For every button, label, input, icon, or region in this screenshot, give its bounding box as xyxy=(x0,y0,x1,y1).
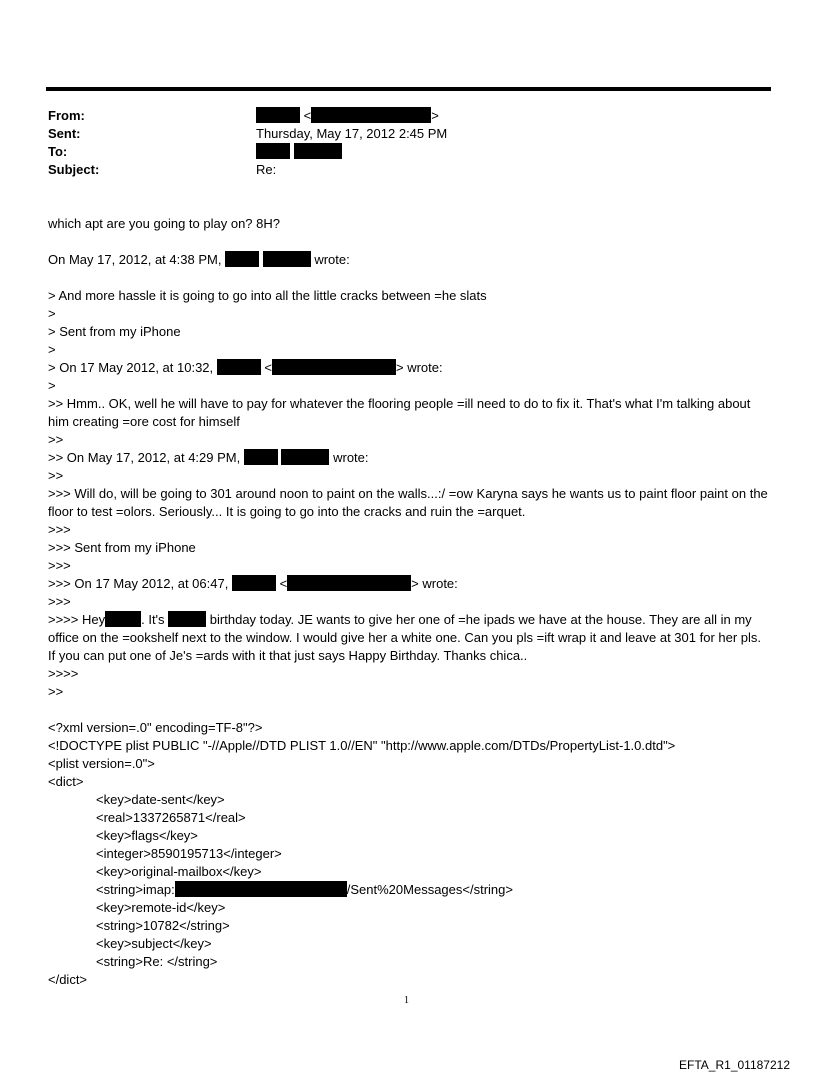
body-text: . It's xyxy=(141,612,165,627)
body-line: >>> xyxy=(48,558,71,573)
plist-line: <key>remote-id</key> xyxy=(96,900,226,915)
plist-line: </dict> xyxy=(48,972,88,987)
plist-line: <integer>8590195713</integer> xyxy=(96,846,282,861)
redaction-block xyxy=(244,449,278,465)
redaction-block xyxy=(272,359,396,375)
redaction-block xyxy=(256,107,300,123)
to-value xyxy=(256,143,342,161)
redaction-block xyxy=(287,575,411,591)
body-text: On May 17, 2012, at 4:38 PM, xyxy=(48,252,222,267)
redaction-block xyxy=(256,143,290,159)
from-value xyxy=(256,107,439,125)
plist-line: <key>date-sent</key> xyxy=(96,792,225,807)
body-line xyxy=(48,449,369,467)
header-rule xyxy=(46,87,771,91)
redaction-block xyxy=(217,359,261,375)
body-line: >>> Sent from my iPhone xyxy=(48,540,196,555)
body-line: >> xyxy=(48,468,64,483)
body-line: > xyxy=(48,378,56,393)
sent-label: Sent: xyxy=(48,126,81,141)
redaction-block xyxy=(263,251,311,267)
body-paragraph: >>> Will do, will be going to 301 around noon to paint on the walls...:/ =ow Karyna says he wants us to paint floor paint on the floor to test =olors. Seriously... It is going to go into the cracks and ruin the =arquet. xyxy=(48,486,768,519)
redaction-block xyxy=(311,107,431,123)
redaction-block xyxy=(225,251,259,267)
body-line xyxy=(48,575,458,593)
plist-line: <string>10782</string> xyxy=(96,918,230,933)
plist-text: <string>imap: xyxy=(96,882,175,897)
body-line: which apt are you going to play on? 8H? xyxy=(48,216,280,231)
body-text: > On 17 May 2012, at 10:32, xyxy=(48,360,214,375)
redaction-block xyxy=(168,611,206,627)
body-line: >>>> xyxy=(48,666,79,681)
body-text: >>>> Hey xyxy=(48,612,106,627)
plist-line: <string>Re: </string> xyxy=(96,954,218,969)
body-line: >>> xyxy=(48,594,71,609)
body-text: wrote: xyxy=(314,252,350,267)
plist-line xyxy=(96,881,513,899)
body-text: > wrote: xyxy=(395,360,443,375)
plist-line: <?xml version=.0" encoding=TF-8"?> xyxy=(48,720,263,735)
plist-line: <real>1337265871</real> xyxy=(96,810,246,825)
body-line xyxy=(48,359,443,377)
sent-value: Thursday, May 17, 2012 2:45 PM xyxy=(256,126,448,141)
plist-line: <dict> xyxy=(48,774,84,789)
plist-line: <!DOCTYPE plist PUBLIC "-//Apple//DTD PLIST 1.0//EN" "http://www.apple.com/DTDs/PropertyList-1.0.dtd"> xyxy=(48,738,676,753)
plist-line: <key>original-mailbox</key> xyxy=(96,864,262,879)
redaction-block xyxy=(175,881,347,897)
redaction-block xyxy=(105,611,141,627)
body-line xyxy=(48,251,350,269)
body-text: >> On May 17, 2012, at 4:29 PM, xyxy=(48,450,241,465)
body-line: >> xyxy=(48,684,64,699)
body-line: > xyxy=(48,342,56,357)
from-lt: < xyxy=(303,108,312,123)
page-number: 1 xyxy=(404,995,409,1006)
plist-line: <plist version=.0"> xyxy=(48,756,155,771)
redaction-block xyxy=(281,449,329,465)
from-label: From: xyxy=(48,108,85,123)
body-line: >> xyxy=(48,432,64,447)
body-text: > wrote: xyxy=(411,576,458,591)
from-gt: > xyxy=(431,108,439,123)
to-label: To: xyxy=(48,144,68,159)
body-line: > And more hassle it is going to go into all the little cracks between =he slats xyxy=(48,288,487,303)
body-text: birthday today. JE wants to give her one of =he ipads we have at the house. They are all in my office on the =ookshelf next to the window. I would give her a white one. Can you pls =ift wrap it and leave at 301 for her pls. If you can put one of Je's =ards with it that just says Happy Birthday. Thanks chica.. xyxy=(48,612,762,663)
body-line: > Sent from my iPhone xyxy=(48,324,181,339)
body-paragraph: >> Hmm.. OK, well he will have to pay for whatever the flooring people =ill need to do to fix it. That's what I'm talking about him creating =ore cost for himself xyxy=(48,396,751,429)
subject-label: Subject: xyxy=(48,162,100,177)
redaction-block xyxy=(232,575,276,591)
body-text: wrote: xyxy=(333,450,369,465)
subject-value: Re: xyxy=(256,162,277,177)
plist-text: /Sent%20Messages</string> xyxy=(346,882,513,897)
plist-line: <key>flags</key> xyxy=(96,828,198,843)
plist-line: <key>subject</key> xyxy=(96,936,212,951)
body-line: >>> xyxy=(48,522,71,537)
body-paragraph xyxy=(48,611,770,665)
body-text: < xyxy=(264,360,272,375)
body-text: >>> On 17 May 2012, at 06:47, xyxy=(48,576,229,591)
document-id-footer: EFTA_R1_01187212 xyxy=(679,1058,790,1072)
redaction-block xyxy=(294,143,342,159)
body-text: < xyxy=(279,576,288,591)
body-line: > xyxy=(48,306,56,321)
